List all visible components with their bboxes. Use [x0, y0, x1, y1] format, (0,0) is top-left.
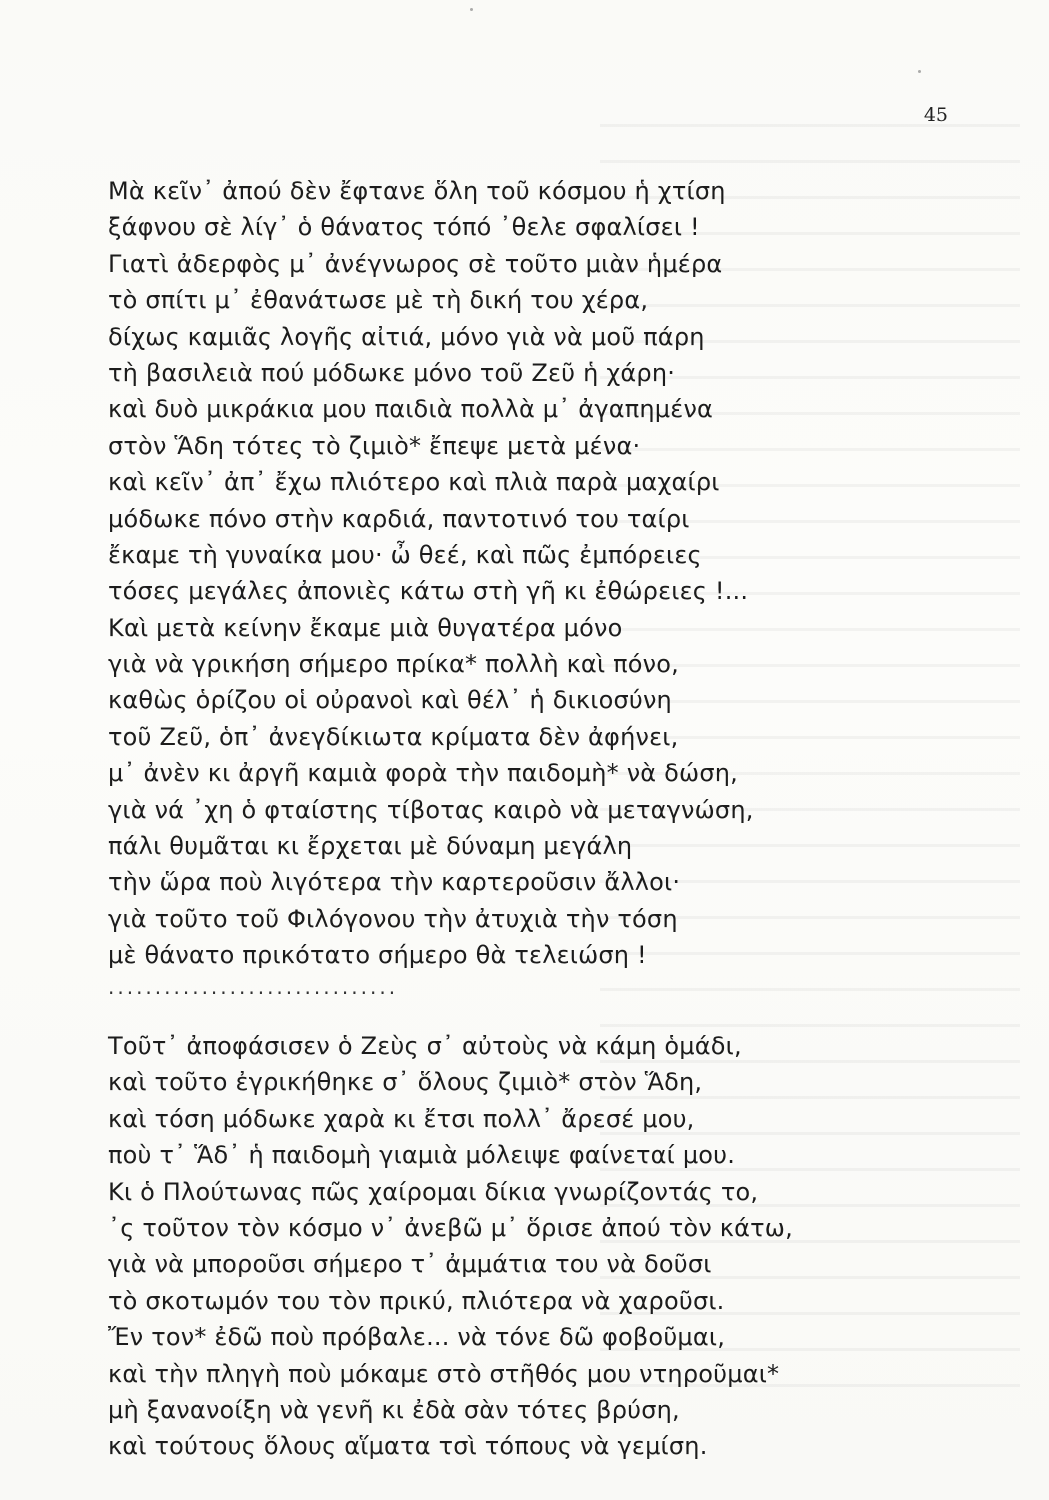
verse-line: στὸν Ἅδη τότες τὸ ζιμιὸ* ἔπεψε μετὰ μένα·	[108, 431, 641, 460]
section-separator: ...............................	[108, 975, 399, 999]
verse-line: τὴν ὥρα ποὺ λιγότερα τὴν καρτεροῦσιν ἄλλοι·	[108, 868, 681, 897]
scan-speck	[918, 70, 921, 73]
stanza-2	[108, 1028, 938, 1465]
scan-speck	[470, 8, 473, 11]
verse-line: γιὰ τοῦτο τοῦ Φιλόγονου τὴν ἀτυχιὰ τὴν τόση	[108, 904, 678, 933]
verse-line: καὶ κεῖν᾿ ἀπ᾿ ἔχω πλιότερο καὶ πλιὰ παρὰ μαχαίρι	[108, 468, 720, 497]
verse-line: Κι ὁ Πλούτωνας πῶς χαίρομαι δίκια γνωρίζοντάς το,	[108, 1177, 759, 1206]
verse-line: Τοῦτ᾿ ἀποφάσισεν ὁ Ζεὺς σ᾿ αὐτοὺς νὰ κάμη ὁμάδι,	[108, 1032, 742, 1060]
stanza-1	[108, 173, 938, 974]
verse-line: καθὼς ὁρίζου οἱ οὐρανοὶ καὶ θέλ᾿ ἡ δικιοσύνη	[108, 686, 672, 715]
verse-line: Γιατὶ ἀδερφὸς μ᾿ ἀνέγνωρος σὲ τοῦτο μιὰν ἡμέρα	[108, 249, 723, 278]
verse-line: καὶ τόση μόδωκε χαρὰ κι ἔτσι πολλ᾿ ἄρεσέ μου,	[108, 1104, 695, 1133]
verse-line: ξάφνου σὲ λίγ᾿ ὁ θάνατος τόπό ᾿θελε σφαλίσει !	[108, 213, 700, 242]
verse-line: μόδωκε πόνο στὴν καρδιά, παντοτινό του ταίρι	[108, 504, 690, 533]
verse-line: μὲ θάνατο πρικότατο σήμερο θὰ τελειώση !	[108, 941, 647, 970]
verse-line: πάλι θυμᾶται κι ἔρχεται μὲ δύναμη μεγάλη	[108, 832, 633, 861]
verse-line: τὸ σκοτωμόν του τὸν πρικύ, πλιότερα νὰ χαροῦσι.	[108, 1286, 725, 1315]
verse-line: ᾿ς τοῦτον τὸν κόσμο ν᾿ ἀνεβῶ μ᾿ ὅρισε ἀπού τὸν κάτω,	[108, 1213, 793, 1242]
verse-line: μὴ ξανανοίξη νὰ γενῆ κι ἐδὰ σὰν τότες βρύση,	[108, 1395, 680, 1424]
verse-line: καὶ τοῦτο ἐγρικήθηκε σ᾿ ὅλους ζιμιὸ* στὸν Ἅδη,	[108, 1068, 703, 1097]
verse-line: τόσες μεγάλες ἀπονιὲς κάτω στὴ γῆ κι ἐθώρειες !...	[108, 577, 749, 606]
verse-line: καὶ δυὸ μικράκια μου παιδιὰ πολλὰ μ᾿ ἀγαπημένα	[108, 395, 714, 424]
verse-line: μ᾿ ἀνὲν κι ἀργῆ καμιὰ φορὰ τὴν παιδομὴ* νὰ δώση,	[108, 759, 738, 788]
verse-line: καὶ τὴν πληγὴ ποὺ μόκαμε στὸ στῆθός μου ντηροῦμαι*	[108, 1359, 780, 1388]
verse-line: γιὰ νὰ μποροῦσι σήμερο τ᾿ ἀμμάτια του νὰ δοῦσι	[108, 1250, 712, 1279]
verse-line: γιὰ νά ᾿χη ὁ φταίστης τίβοτας καιρὸ νὰ μεταγνώση,	[108, 795, 754, 824]
verse-line: τὴ βασιλειὰ πού μόδωκε μόνο τοῦ Ζεῦ ἡ χάρη·	[108, 358, 676, 387]
verse-line: Καὶ μετὰ κείνην ἔκαμε μιὰ θυγατέρα μόνο	[108, 613, 623, 642]
verse-line: Μὰ κεῖν᾿ ἀπού δὲν ἔφτανε ὅλη τοῦ κόσμου ἡ χτίση	[108, 177, 726, 205]
verse-line: γιὰ νὰ γρικήση σήμερο πρίκα* πολλὴ καὶ πόνο,	[108, 650, 679, 679]
verse-line: Ἔν τον* ἐδῶ ποὺ πρόβαλε... νὰ τόνε δῶ φοβοῦμαι,	[108, 1323, 726, 1352]
verse-line: ποὺ τ᾿ Ἅδ᾿ ἡ παιδομὴ γιαμιὰ μόλειψε φαίνεταί μου.	[108, 1141, 736, 1170]
verse-line: καὶ τούτους ὅλους αἵματα τσὶ τόπους νὰ γεμίση.	[108, 1432, 708, 1461]
verse-line: δίχως καμιᾶς λογῆς αἰτιά, μόνο γιὰ νὰ μοῦ πάρη	[108, 322, 705, 351]
page-number: 45	[923, 104, 948, 126]
verse-line: τὸ σπίτι μ᾿ ἐθανάτωσε μὲ τὴ δική του χέρα,	[108, 286, 649, 315]
verse-line: ἔκαμε τὴ γυναίκα μου· ὦ θεέ, καὶ πῶς ἐμπόρειες	[108, 540, 702, 569]
verse-line: τοῦ Ζεῦ, ὁπ᾿ ἀνεγδίκιωτα κρίματα δὲν ἀφήνει,	[108, 722, 679, 751]
